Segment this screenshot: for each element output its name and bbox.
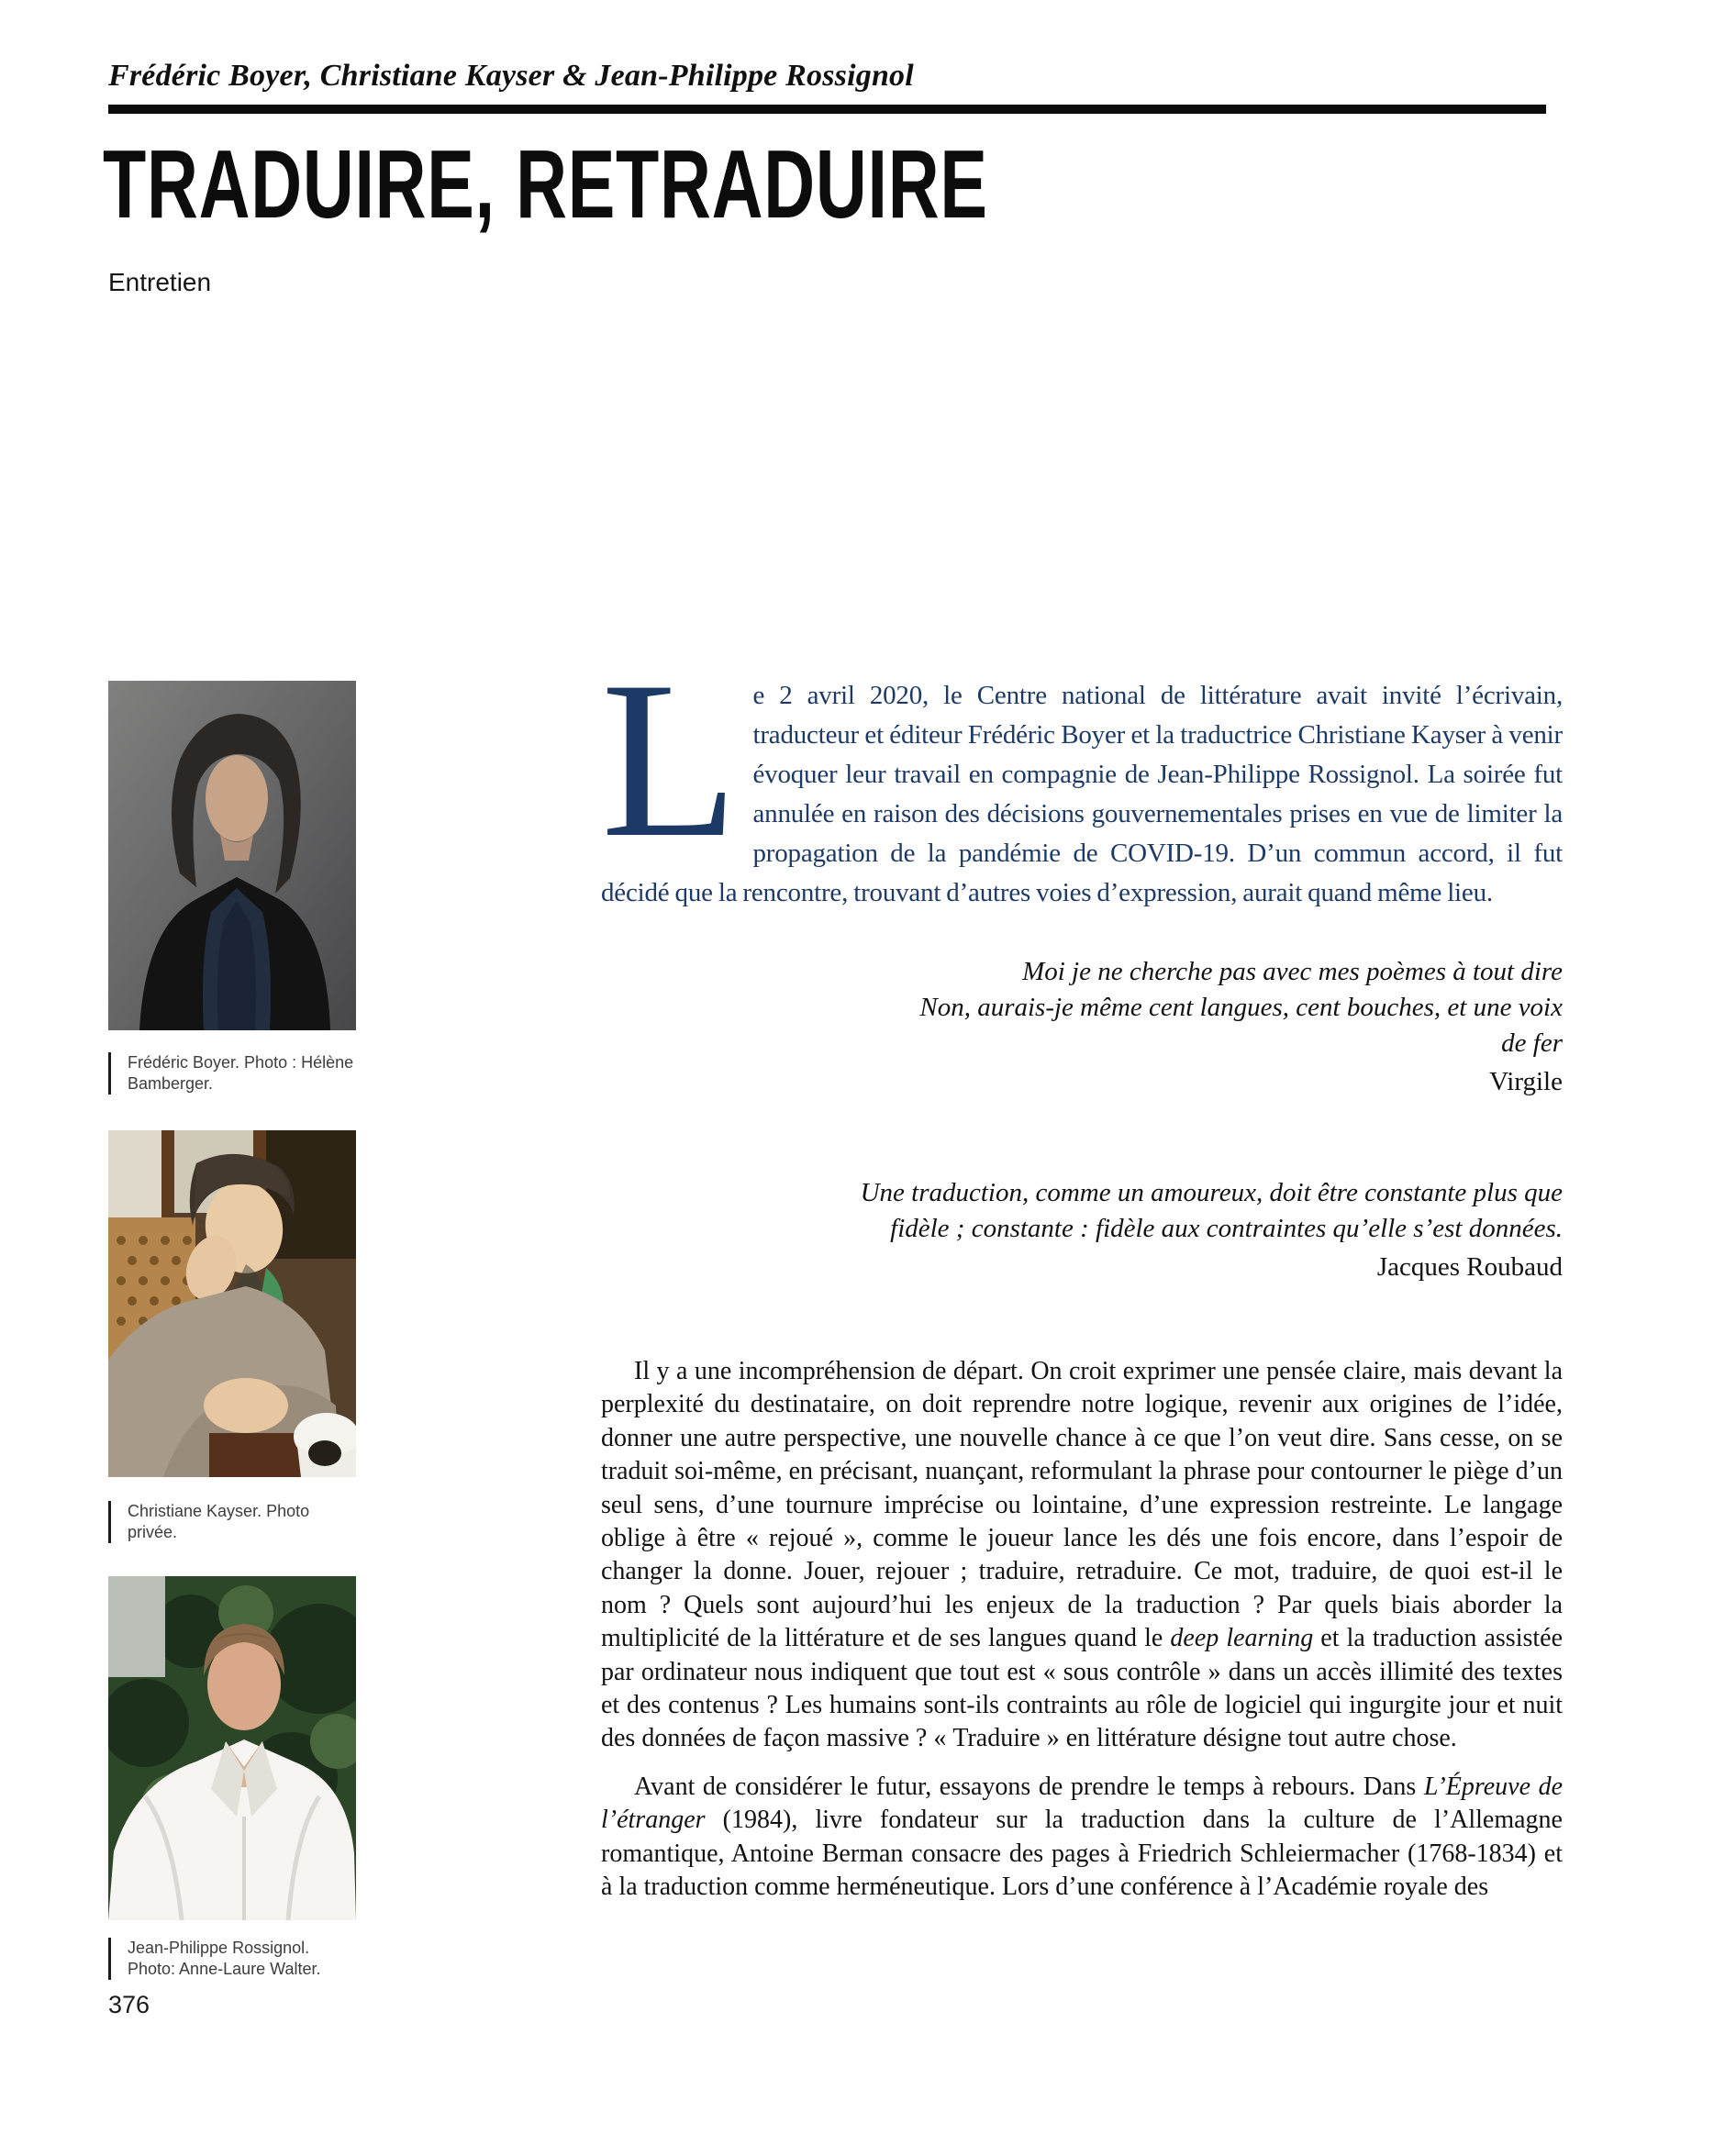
intro-text: e 2 avril 2020, le Centre national de littérature avait invité l’écrivain, traducteur et éditeur Frédéric Boyer et la traductrice Christiane Kayser à venir évoquer leur travail en compagnie de Jean-Philippe Rossignol. La soirée fut annulée en raison des décisions gouvernementales prises en vue de limiter la propagation de la pandémie de COVID-19. D’un commun accord, il fut décidé que la rencontre, trouvant d’autres voies d’expression, aurait quand même lieu.	[601, 681, 1563, 907]
portrait-frederic-boyer-art	[108, 681, 356, 1030]
epigraph-roubaud-attribution: Jacques Roubaud	[1376, 1252, 1563, 1282]
caption-frederic-boyer: Frédéric Boyer. Photo : Hélène Bamberger.	[108, 1052, 358, 1095]
portrait-christiane-kayser-image	[108, 1130, 356, 1477]
authors-line: Frédéric Boyer, Christiane Kayser & Jean-Philippe Rossignol	[108, 59, 914, 93]
body-text	[601, 1355, 1563, 1919]
epigraph-virgile	[601, 954, 1563, 1100]
drop-cap: L	[601, 635, 739, 884]
epigraph-roubaud-lines: Une traduction, comme un amoureux, doit être constante plus que fidèle ; constante : fidèle aux contraintes qu’elle s’est données.	[860, 1178, 1563, 1243]
portrait-jean-philippe-rossignol-image	[108, 1576, 356, 1920]
intro-paragraph	[601, 635, 1563, 913]
body-paragraph-1: Il y a une incompréhension de départ. On croit exprimer une pensée claire, mais devant la perplexité du destinataire, on doit reprendre notre logique, revenir aux origines de l’idée, donner une autre perspective, une nouvelle chance à ce que l’on veut dire. Sans cesse, on se traduit soi-même, en précisant, nuançant, reformulant la phrase pour contourner le piège d’un seul sens, d’une tournure imprécise ou lointaine, d’une expression restreinte. Le langage oblige à être « rejoué », comme le joueur lance les dés une fois encore, dans l’espoir de changer la donne. Jouer, rejouer ; traduire, retraduire. Ce mot, traduire, de quoi est-il le nom ? Quels sont aujourd’hui les enjeux de la traduction ? Par quels biais aborder la multiplicité de la littérature et de ses langues quand le deep learning et la traduction assistée par ordinateur nous indiquent que tout est « sous contrôle » dans un accès illimité des textes et des contenus ? Les humains sont-ils contraints au rôle de logiciel qui ingurgite jour et nuit des données de façon massive ? « Traduire » en littérature désigne tout autre chose.	[601, 1357, 1564, 1753]
caption-jean-philippe-rossignol: Jean-Philippe Rossignol. Photo: Anne-Laure Walter.	[108, 1938, 358, 1980]
page-number: 376	[108, 1991, 150, 2018]
page-title: TRADUIRE, RETRADUIRE	[103, 130, 988, 239]
portrait-christiane-kayser-art	[108, 1130, 356, 1477]
body-paragraph-2: Avant de considérer le futur, essayons de prendre le temps à rebours. Dans L’Épreuve de l’étranger (1984), livre fondateur sur la traduction dans la culture de l’Allemagne romantique, Antoine Berman consacre des pages à Friedrich Schleiermacher (1768-1834) et à la traduction comme herméneutique. Lors d’une conférence à l’Académie royale des	[601, 1772, 1563, 1902]
epigraph-virgile-attribution: Virgile	[1489, 1067, 1563, 1096]
portrait-jean-philippe-rossignol-art	[108, 1576, 356, 1920]
portrait-frederic-boyer-image	[108, 681, 356, 1030]
caption-christiane-kayser: Christiane Kayser. Photo privée.	[108, 1501, 358, 1543]
genre-label: Entretien	[108, 268, 212, 296]
epigraph-virgile-lines: Moi je ne cherche pas avec mes poèmes à tout dire Non, aurais-je même cent langues, cent bouches, et une voix de fer	[919, 957, 1563, 1058]
epigraph-roubaud	[601, 1175, 1563, 1285]
header-rule	[108, 105, 1546, 114]
